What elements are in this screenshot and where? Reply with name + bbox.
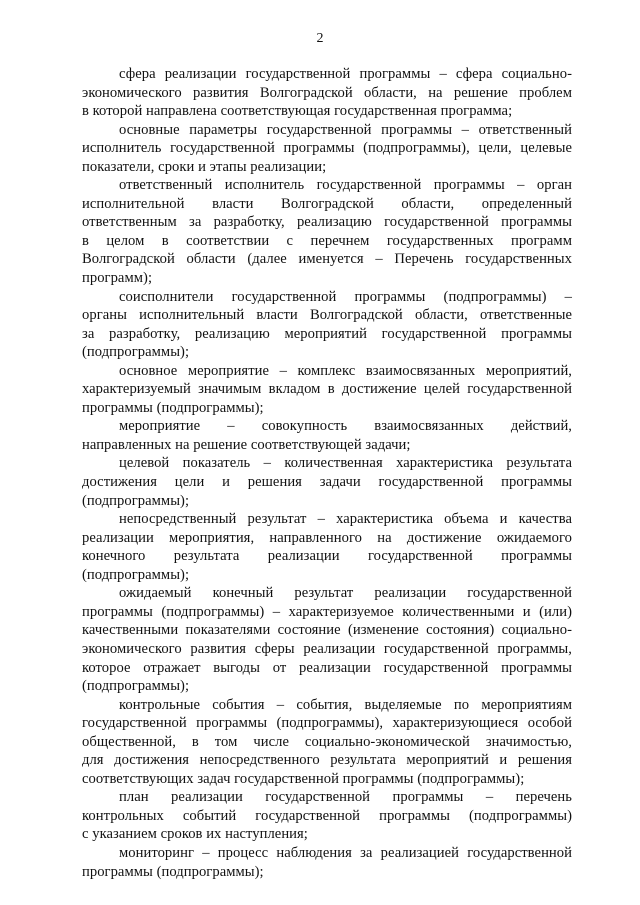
definition-paragraph (82, 696, 572, 789)
text-line: (подпрограммы); (82, 492, 190, 509)
document-body (82, 65, 572, 881)
text-line: (подпрограммы); (82, 566, 190, 583)
text-line: ответственный исполнитель государственной программы – орган (119, 177, 572, 194)
definition-paragraph (82, 788, 572, 844)
text-line: исполнительной власти Волгоградской области, определенный (82, 195, 572, 212)
definition-paragraph (82, 584, 572, 695)
definition-paragraph (82, 844, 572, 881)
text-line: план реализации государственной программы – перечень (119, 789, 572, 806)
text-line: основное мероприятие – комплекс взаимосвязанных мероприятий, (119, 362, 572, 379)
text-line: ответственным за разработку, реализацию государственной программы (82, 214, 572, 231)
text-line: контрольные события – события, выделяемые по мероприятиям (119, 696, 572, 713)
text-line: ожидаемый конечный результат реализации государственной (119, 585, 572, 602)
text-line: с указанием сроков их наступления; (82, 826, 308, 843)
definition-paragraph (82, 65, 572, 121)
text-line: государственной программы (подпрограммы), характеризующиеся особой (82, 715, 572, 732)
definition-paragraph (82, 121, 572, 177)
text-line: которое отражает выгоды от реализации государственной программы (82, 659, 572, 676)
text-line: направленных на решение соответствующей задачи; (82, 436, 411, 453)
definition-paragraph (82, 417, 572, 454)
definition-paragraph (82, 176, 572, 287)
text-line: соисполнители государственной программы (подпрограммы) – (119, 288, 572, 305)
text-line: экономического развития Волгоградской области, на решение проблем (82, 84, 572, 101)
text-line: характеризуемый значимым вкладом в достижение целей государственной (82, 381, 572, 398)
text-line: непосредственный результат – характеристика объема и качества (119, 511, 572, 528)
text-line: в целом в соответствии с перечнем государственных программ (82, 232, 572, 249)
text-line: органы исполнительный власти Волгоградской области, ответственные (82, 307, 572, 324)
text-line: Волгоградской области (далее именуется – Перечень государственных (82, 251, 572, 268)
text-line: (подпрограммы); (82, 344, 190, 361)
definition-paragraph (82, 510, 572, 584)
definition-paragraph (82, 362, 572, 418)
definition-paragraph (82, 454, 572, 510)
text-line: для достижения непосредственного результата мероприятий и решения (82, 752, 572, 769)
text-line: общественной, в том числе социально-экономической значимостью, (82, 733, 572, 750)
text-line: реализации мероприятия, направленного на достижение ожидаемого (82, 529, 572, 546)
definition-paragraph (82, 288, 572, 362)
text-line: исполнитель государственной программы (подпрограммы), цели, целевые (82, 140, 572, 157)
text-line: соответствующих задач государственной программы (подпрограммы); (82, 770, 525, 787)
text-line: (подпрограммы); (82, 678, 190, 695)
text-line: сфера реализации государственной программы – сфера социально- (119, 66, 572, 82)
text-line: программы (подпрограммы); (82, 863, 264, 880)
text-line: конечного результата реализации государственной программы (82, 548, 572, 565)
text-line: мониторинг – процесс наблюдения за реализацией государственной (119, 844, 572, 861)
text-line: экономического развития сферы реализации государственной программы, (82, 640, 572, 657)
text-line: за разработку, реализацию мероприятий государственной программы (82, 325, 572, 342)
text-line: программ); (82, 270, 153, 287)
text-line: мероприятие – совокупность взаимосвязанных действий, (119, 418, 572, 435)
text-line: в которой направлена соответствующая государственная программа; (82, 103, 513, 120)
text-line: контрольных событий государственной программы (подпрограммы) (82, 807, 572, 824)
text-line: программы (подпрограммы) – характеризуемое количественными и (или) (82, 603, 572, 620)
text-line: программы (подпрограммы); (82, 399, 264, 416)
text-line: достижения цели и решения задачи государственной программы (82, 474, 572, 491)
text-line: показатели, сроки и этапы реализации; (82, 158, 327, 175)
text-line: целевой показатель – количественная характеристика результата (119, 455, 572, 472)
text-line: основные параметры государственной программы – ответственный (119, 121, 572, 138)
text-line: качественными показателями состояние (изменение состояния) социально- (82, 622, 572, 639)
page-number: 2 (316, 31, 324, 46)
